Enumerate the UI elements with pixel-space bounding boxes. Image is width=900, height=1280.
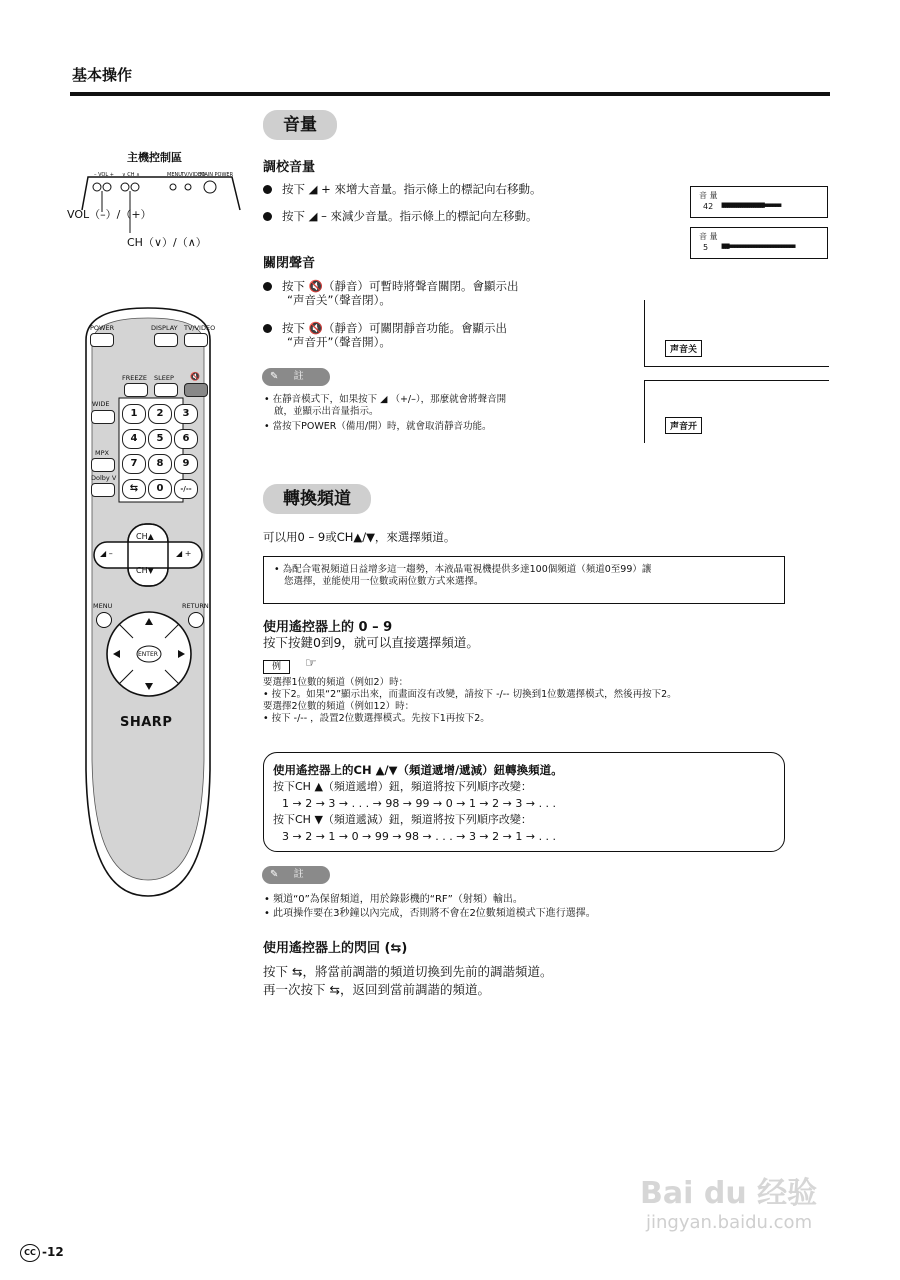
cc-badge: CC [20,1244,40,1262]
mute-off-tag: 声音关 [665,340,702,357]
mute-on-tag: 声音开 [665,417,702,434]
tvvideo-button[interactable] [184,333,208,347]
vol-minus-button[interactable]: ◢ – [100,549,113,558]
channel-intro: 可以用0 – 9或CH▲/▼，來選擇頻道。 [263,530,456,544]
brand-logo: SHARP [120,715,173,730]
pencil-icon: ✎ [270,371,279,382]
osd-value: 42 [703,202,714,211]
osd-bar: ▮▮▮▮▪▪▪▪▪▪▪▪▪▪▪▪▪▪▪▪▪▪▪▪▪▪▪▪ [721,242,795,250]
channel-note-header: ✎ 註 [262,866,330,884]
osd-label: 音 量 [699,191,718,200]
display-button[interactable] [154,333,178,347]
ch-updown-title: 使用遙控器上的CH ▲/▼（頻道遞增/遞減）鈕轉換頻道。 [273,763,563,777]
key-7[interactable]: 7 [122,454,146,474]
osd-value: 5 [703,243,709,252]
header-rule [70,92,830,96]
flashback-text: 按下 ⇆，將當前調諧的頻道切換到先前的調諧頻道。 再一次按下 ⇆，返回到當前調諧的頻道。 [263,964,553,997]
example-tag: 例 [263,660,290,674]
osd-bar: ▮▮▮▮▮▮▮▮▮▮▮▮▮▮▮▮▮▮▮▮▮▮▮▪▪▪▪▪▪ [721,201,781,209]
key-3[interactable]: 3 [174,404,198,424]
ch-up-button[interactable]: CH▲ [136,532,154,541]
mute-icon: 🔇 [190,372,200,381]
key-4[interactable]: 4 [122,429,146,449]
key-6[interactable]: 6 [174,429,198,449]
volume-osd-low [690,227,828,259]
panel-title: 主機控制區 [127,151,182,164]
channel-notes: • 頻道“0”為保留頻道，用於錄影機的“RF”（射頻）輸出。 • 此項操作要在3秒鐘以內完成，否則將不會在2位數頻道模式下進行選擇。 [264,894,596,919]
pencil-icon: ✎ [270,869,279,880]
numeric-keys-title: 使用遙控器上的 0 – 9 [263,620,393,635]
sleep-button[interactable] [154,383,178,397]
mute-title: 關閉聲音 [263,256,316,271]
ch-down-button[interactable]: CH▼ [136,566,154,575]
sleep-label: SLEEP [154,374,174,382]
dolby-button[interactable] [91,483,115,497]
mute-off-bullet: 按下 🔇（靜音）可關閉靜音功能。會顯示出 “声音开”（聲音開）。 [263,321,507,349]
flashback-title: 使用遙控器上的閃回 (⇆) [263,941,408,956]
osd-label: 音 量 [699,232,718,241]
mute-screen-on [644,380,829,443]
wide-label: WIDE [92,400,110,408]
enter-button[interactable]: ENTER [138,651,158,658]
channel-info-box [263,556,785,604]
page-section-title: 基本操作 [72,66,133,84]
tiny-menu: MENU [167,172,182,178]
key-9[interactable]: 9 [174,454,198,474]
mpx-label: MPX [95,449,109,457]
return-label: RETURN [182,602,209,610]
channel-heading: 轉換頻道 [263,484,371,514]
freeze-button[interactable] [124,383,148,397]
tiny-power: MAIN POWER [200,172,234,178]
volume-note-2: • 當按下POWER（備用/開）時，就會取消靜音功能。 [264,421,492,432]
wide-button[interactable] [91,410,115,424]
key-5[interactable]: 5 [148,429,172,449]
key-1[interactable]: 1 [122,404,146,424]
adjust-volume-title: 調校音量 [263,160,316,175]
tiny-tv: TV/VIDEO [181,172,205,178]
numeric-keys-desc: 按下按鍵0到9，就可以直接選擇頻道。 [263,635,479,650]
key-0[interactable]: 0 [148,479,172,499]
vol-callout: VOL（–）/（+） [67,208,152,221]
tiny-vol: – VOL + [94,172,114,178]
digit-mode-key[interactable]: -/-- [174,479,198,499]
watermark-logo: Bai du 经验 [640,1176,818,1211]
channel-info-text: • 為配合電視頻道日益增多這一趨勢，本液晶電視機提供多達100個頻道（頻道0至99）讓 您選擇，並能使用一位數或兩位數方式來選擇。 [274,564,652,587]
vol-plus-button[interactable]: ◢ + [176,549,192,558]
menu-label: MENU [93,602,113,610]
volume-heading: 音量 [263,110,337,140]
ch-callout: CH（∨）/（∧） [127,236,207,249]
ch-updown-box [263,752,785,852]
power-button[interactable] [90,333,114,347]
mute-button[interactable] [184,383,208,397]
ch-up-desc: 按下CH ▲（頻道遞增）鈕，頻道將按下列順序改變： [273,780,532,793]
tiny-ch: ∨ CH ∧ [122,172,140,178]
main-unit-panel [67,145,250,255]
tvvideo-label: TV/VIDEO [184,324,216,332]
volume-note-header: ✎ 註 [262,368,330,386]
volume-osd-high [690,186,828,218]
ch-down-sequence: 3 → 2 → 1 → 0 → 99 → 98 → . . . → 3 → 2 → 1 → . . . [282,830,557,843]
mpx-button[interactable] [91,458,115,472]
flashback-key[interactable]: ⇆ [122,479,146,499]
mute-screen-off [644,300,829,367]
example-text: 要選擇1位數的頻道（例如2）時： • 按下2。如果“2”顯示出來，而畫面沒有改變，請按下 -/-- 切換到1位數選擇模式，然後再按下2。 要選擇2位數的頻道（例如12）時： • 按下 -/-- ，設置2位數選擇模式。先按下1再按下2。 [263,677,677,724]
ch-up-sequence: 1 → 2 → 3 → . . . → 98 → 99 → 0 → 1 → 2 → 3 → . . . [282,797,557,810]
key-2[interactable]: 2 [148,404,172,424]
watermark-url: jingyan.baidu.com [646,1212,813,1233]
volume-up-bullet: 按下 ◢ + 來增大音量。指示條上的標記向右移動。 [263,182,541,196]
key-8[interactable]: 8 [148,454,172,474]
ch-down-desc: 按下CH ▼（頻道遞減）鈕，頻道將按下列順序改變： [273,813,532,826]
volume-down-bullet: 按下 ◢ – 來減少音量。指示條上的標記向左移動。 [263,209,538,223]
mute-on-bullet: 按下 🔇（靜音）可暫時將聲音關閉。會顯示出 “声音关”（聲音閉）。 [263,279,518,307]
page-number: -12 [42,1245,64,1259]
display-label: DISPLAY [151,324,178,332]
dolby-label: Dolby V [91,474,117,482]
remote-control [78,300,218,900]
hand-icon: ☞ [305,656,317,671]
power-label: POWER [90,324,115,332]
freeze-label: FREEZE [122,374,148,382]
volume-note-1: • 在靜音模式下，如果按下 ◢ （+/–），那麼就會將聲音開 啟，並顯示出音量指示。 [264,394,507,417]
